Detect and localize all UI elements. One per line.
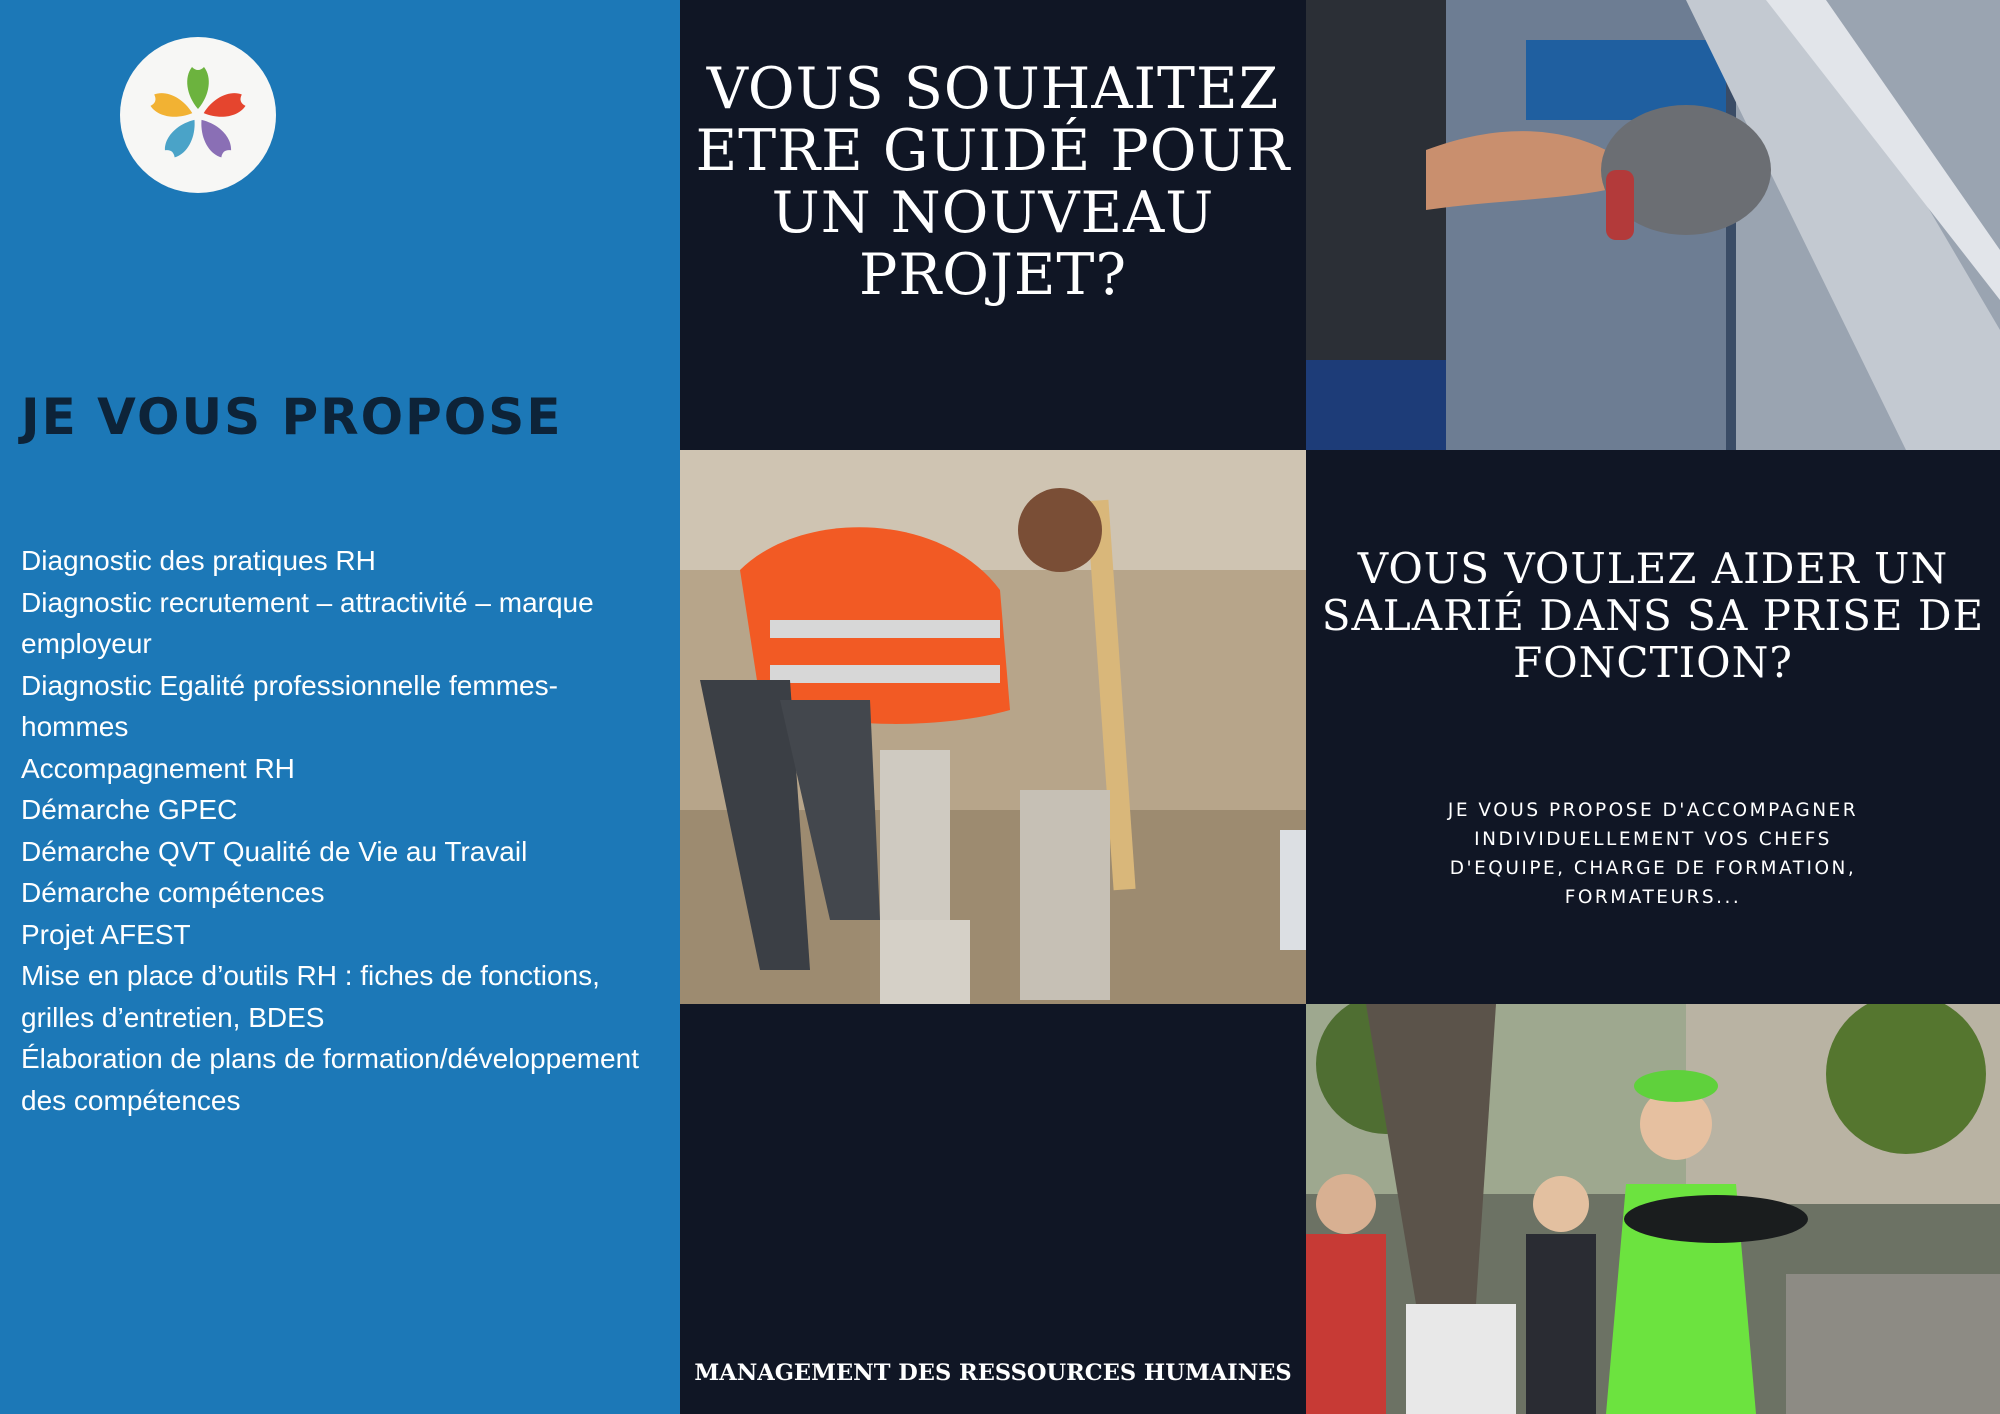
hands-logo-icon — [120, 37, 276, 193]
service-item: Diagnostic recrutement – attractivité – marque employeur — [21, 586, 594, 659]
left-panel — [0, 0, 680, 1414]
question-new-role: VOUS VOULEZ AIDER UN SALARIÉ DANS SA PRISE DE FONCTION? — [1321, 544, 1985, 687]
service-item: Accompagnement RH — [21, 752, 295, 784]
offer-text: JE VOUS PROPOSE D'ACCOMPAGNER INDIVIDUELLEMENT VOS CHEFS D'EQUIPE, CHARGE DE FORMATION, FORMATEURS... — [1447, 800, 1859, 908]
construction-worker-photo — [680, 450, 1306, 1004]
factory-photo — [1306, 0, 2000, 450]
footer-title: MANAGEMENT DES RESSOURCES HUMAINES — [694, 1360, 1292, 1386]
service-item: Élaboration de plans de formation/développement des compétences — [21, 1043, 639, 1116]
cafe-terrace-photo — [1306, 1004, 2000, 1414]
service-list — [21, 540, 661, 1121]
service-item: Projet AFEST — [21, 918, 191, 950]
service-item: Mise en place d’outils RH : fiches de fonctions, grilles d’entretien, BDES — [21, 960, 600, 1033]
hands-logo — [120, 37, 276, 193]
left-heading: JE VOUS PROPOSE — [21, 388, 563, 446]
service-item: Diagnostic Egalité professionnelle femmes-hommes — [21, 669, 558, 742]
service-item: Démarche GPEC — [21, 794, 238, 825]
service-item: Diagnostic des pratiques RH — [21, 545, 376, 576]
service-item: Démarche compétences — [21, 877, 325, 908]
question-new-project: VOUS SOUHAITEZ ETRE GUIDÉ POUR UN NOUVEAU PROJET? — [695, 56, 1291, 308]
service-item: Démarche QVT Qualité de Vie au Travail — [21, 835, 528, 867]
